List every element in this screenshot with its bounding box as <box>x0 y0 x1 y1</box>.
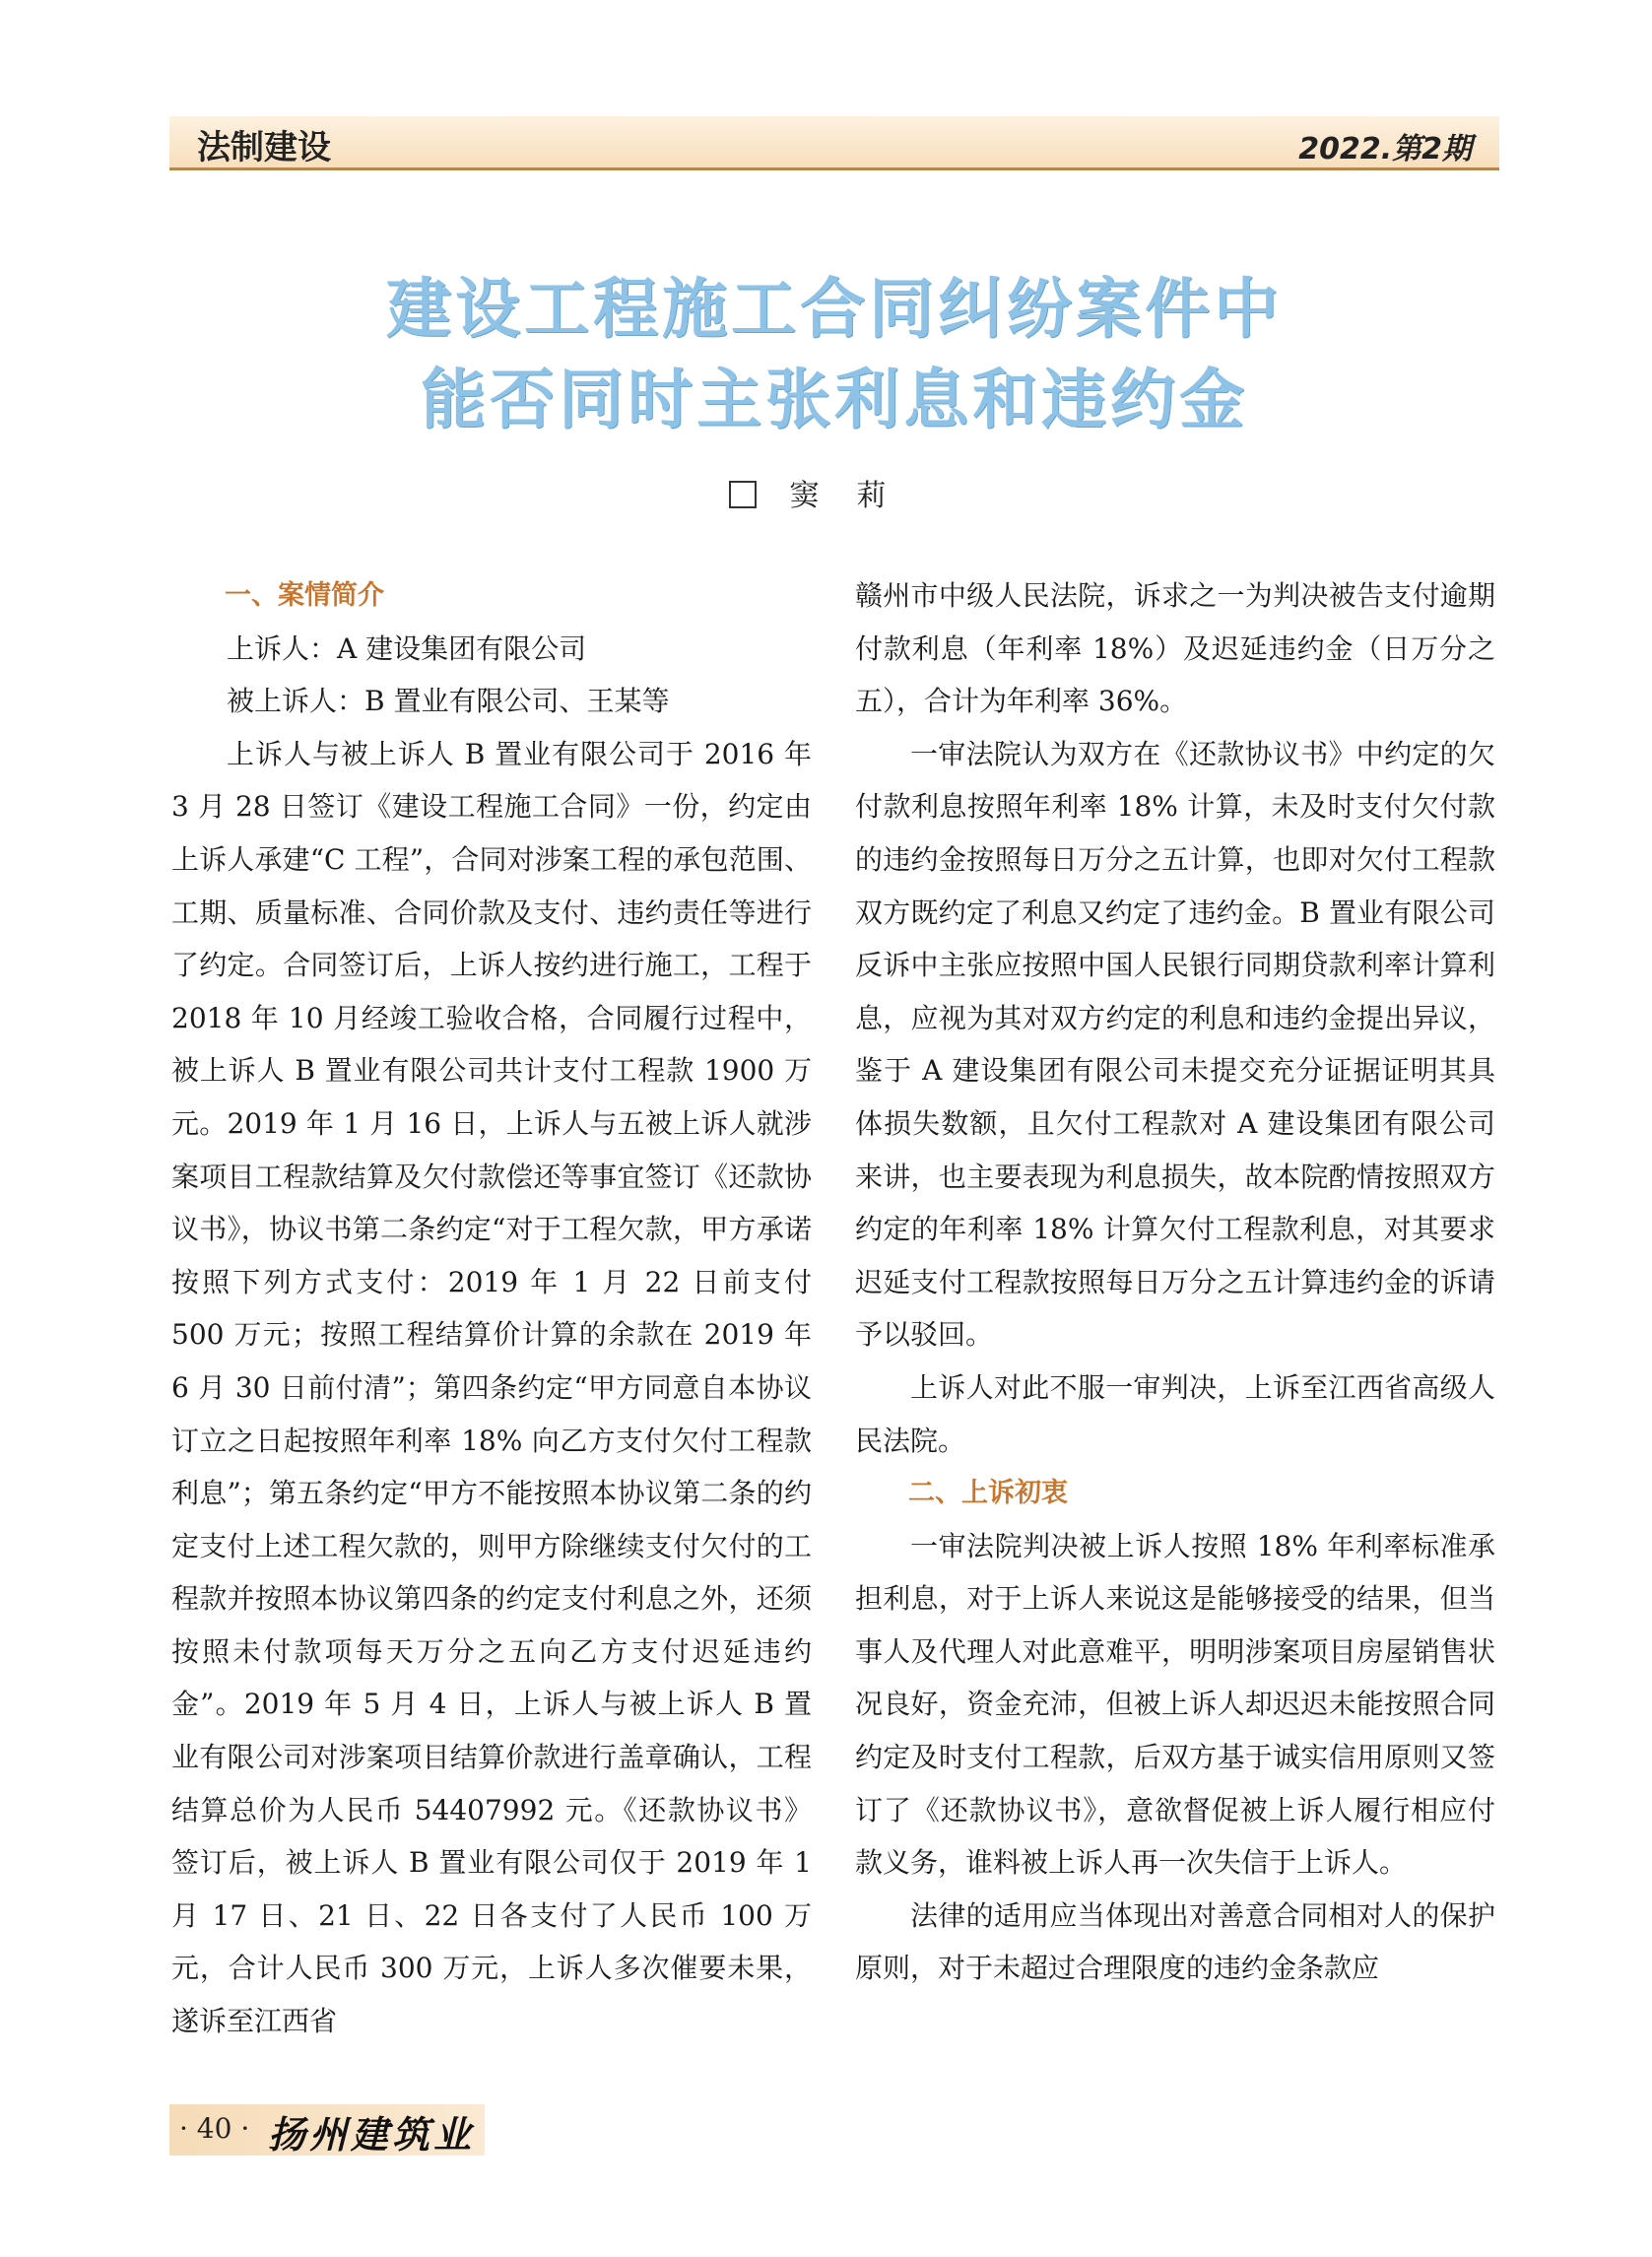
author-line <box>0 471 1652 514</box>
magazine-logo: 扬州建筑业 <box>268 2112 476 2157</box>
issue-number: 2022.第2期 <box>1298 132 1472 166</box>
article-title-line-2: 能否同时主张利息和违约金 <box>421 362 1248 437</box>
page-header <box>169 116 1499 170</box>
body-paragraph: 法律的适用应当体现出对善意合同相对人的保护原则，对于未超过合理限度的违约金条款应 <box>855 1898 1495 1985</box>
section-heading-case-summary: 一、案情简介 <box>225 580 384 611</box>
page-footer <box>169 2104 485 2156</box>
article-title <box>169 264 1499 445</box>
article-title-line-1: 建设工程施工合同纠纷案件中 <box>386 271 1283 347</box>
right-column <box>855 569 1495 1995</box>
section-heading-appeal-intent: 二、上诉初衷 <box>908 1478 1068 1509</box>
left-column <box>171 569 812 2048</box>
body-paragraph: 上诉人对此不服一审判决，上诉至江西省高级人民法院。 <box>855 1370 1495 1457</box>
appellant-line: 上诉人：A 建设集团有限公司 <box>227 631 587 665</box>
page-number: · 40 · <box>179 2112 250 2145</box>
body-paragraph: 一审法院判决被上诉人按照 18% 年利率标准承担利息，对于上诉人来说这是能够接受的结果，但当事人及代理人对此意难平，明明涉案项目房屋销售状况良好，资金充沛，但被上诉人却迟迟未能按照合同约定及时支付工程款，后双方基于诚实信用原则又签订了《还款协议书》，意欲督促被上诉人履行相应付款义务，谁料被上诉人再一次失信于上诉人。 <box>855 1529 1495 1880</box>
body-paragraph: 一审法院认为双方在《还款协议书》中约定的欠付款利息按照年利率 18% 计算，未及时支付欠付款的违约金按照每日万分之五计算，也即对欠付工程款双方既约定了利息又约定了违约金。B 置业有限公司反诉中主张应按照中国人民银行同期贷款利率计算利息，应视为其对双方约定的利息和违约金提出异议，鉴于 A 建设集团有限公司未提交充分证据证明其具体损失数额，且欠付工程款对 A 建设集团有限公司来讲，也主要表现为利息损失，故本院酌情按照双方约定的年利率 18% 计算欠付工程款利息，对其要求迟延支付工程款按照每日万分之五计算违约金的诉请予以驳回。 <box>855 737 1495 1352</box>
section-title: 法制建设 <box>197 128 331 167</box>
body-paragraph: 上诉人与被上诉人 B 置业有限公司于 2016 年 3 月 28 日签订《建设工程施工合同》一份，约定由上诉人承建“C 工程”，合同对涉案工程的承包范围、工期、质量标准、合同价款及支付、违约责任等进行了约定。合同签订后，上诉人按约进行施工，工程于 2018 年 10 月经竣工验收合格，合同履行过程中，被上诉人 B 置业有限公司共计支付工程款 1900 万元。2019 年 1 月 16 日，上诉人与五被上诉人就涉案项目工程款结算及欠付款偿还等事宜签订《还款协议书》，协议书第二条约定“对于工程欠款，甲方承诺按照下列方式支付：2019 年 1 月 22 日前支付 500 万元；按照工程结算价计算的余款在 2019 年 6 月 30 日前付清”；第四条约定“甲方同意自本协议订立之日起按照年利率 18% 向乙方支付欠付工程款利息”；第五条约定“甲方不能按照本协议第二条的约定支付上述工程欠款的，则甲方除继续支付欠付的工程款并按照本协议第四条的约定支付利息之外，还须按照未付款项每天万分之五向乙方支付迟延违约金”。2019 年 5 月 4 日，上诉人与被上诉人 B 置业有限公司对涉案项目结算价款进行盖章确认，工程结算总价为人民币 54407992 元。《还款协议书》签订后，被上诉人 B 置业有限公司仅于 2019 年 1 月 17 日、21 日、22 日各支付了人民币 100 万元，合计人民币 300 万元，上诉人多次催要未果，遂诉至江西省 <box>171 737 812 2038</box>
author-name: 窦莉 <box>789 479 924 513</box>
body-paragraph: 赣州市中级人民法院，诉求之一为判决被告支付逾期付款利息（年利率 18%）及迟延违约金（日万分之五），合计为年利率 36%。 <box>855 579 1495 718</box>
appellee-line: 被上诉人：B 置业有限公司、王某等 <box>227 685 670 718</box>
author-box-icon <box>729 481 757 508</box>
